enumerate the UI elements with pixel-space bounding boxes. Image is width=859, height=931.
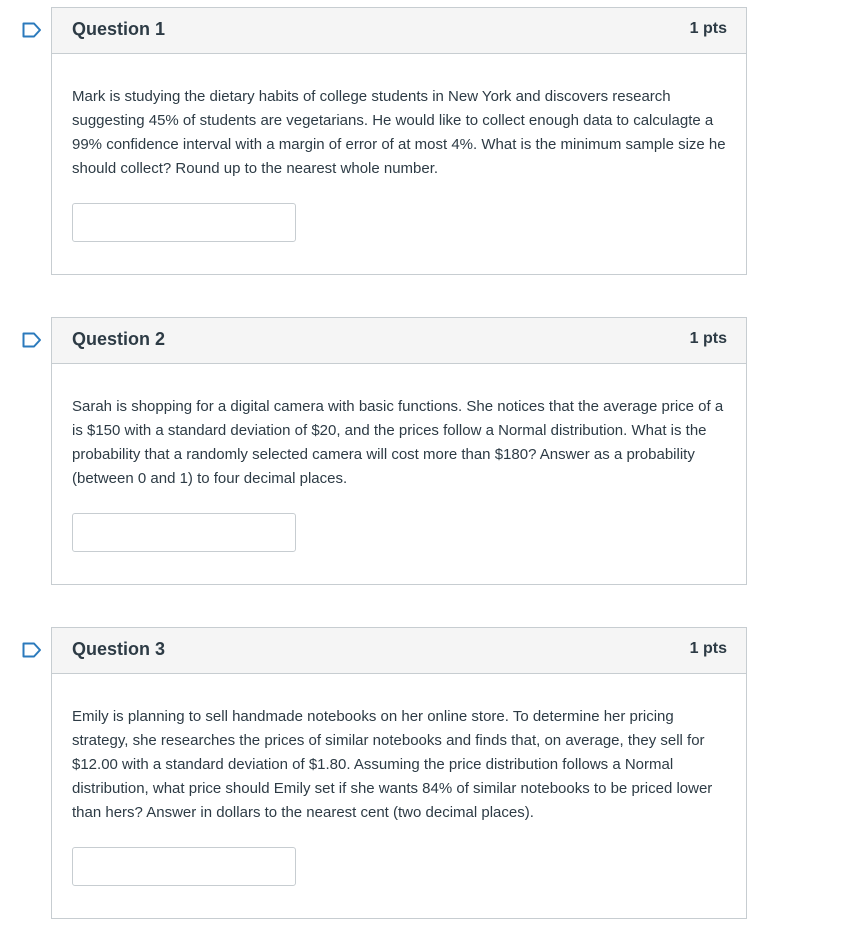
question-text: Mark is studying the dietary habits of college students in New York and discovers research suggesting 45% of students are vegetarians. He would like to collect enough data to calculagte a 99% confidence interval with a margin of error of at most 4%. What is the minimum sample size he should collect? Round up to the nearest whole number. <box>72 88 726 177</box>
question-points: 1 pts <box>689 330 727 347</box>
flag-question-3-icon[interactable] <box>22 642 42 658</box>
question-header <box>52 8 746 54</box>
question-points: 1 pts <box>689 640 727 657</box>
flag-question-2-icon[interactable] <box>22 332 42 348</box>
question-title: Question 2 <box>72 329 166 349</box>
question-title: Question 3 <box>72 639 166 659</box>
question-points: 1 pts <box>689 20 727 37</box>
question-header <box>52 318 746 364</box>
answer-input[interactable] <box>72 203 296 242</box>
question-1 <box>51 7 747 275</box>
question-text: Emily is planning to sell handmade notebooks on her online store. To determine her pricing strategy, she researches the prices of similar notebooks and finds that, on average, they sell for $12.00 with a standard deviation of $1.80. Assuming the price distribution follows a Normal distribution, what price should Emily set if she wants 84% of similar notebooks to be priced lower than hers? Answer in dollars to the nearest cent (two decimal places). <box>72 708 713 821</box>
flag-question-1-icon[interactable] <box>22 22 42 38</box>
answer-input[interactable] <box>72 847 296 886</box>
question-2 <box>51 317 747 585</box>
question-title: Question 1 <box>72 19 166 39</box>
question-header <box>52 628 746 674</box>
question-3 <box>51 627 747 919</box>
question-text: Sarah is shopping for a digital camera with basic functions. She notices that the average price of a is $150 with a standard deviation of $20, and the prices follow a Normal distribution. What is the probability that a randomly selected camera will cost more than $180? Answer as a probability (between 0 and 1) to four decimal places. <box>72 398 724 487</box>
answer-input[interactable] <box>72 513 296 552</box>
